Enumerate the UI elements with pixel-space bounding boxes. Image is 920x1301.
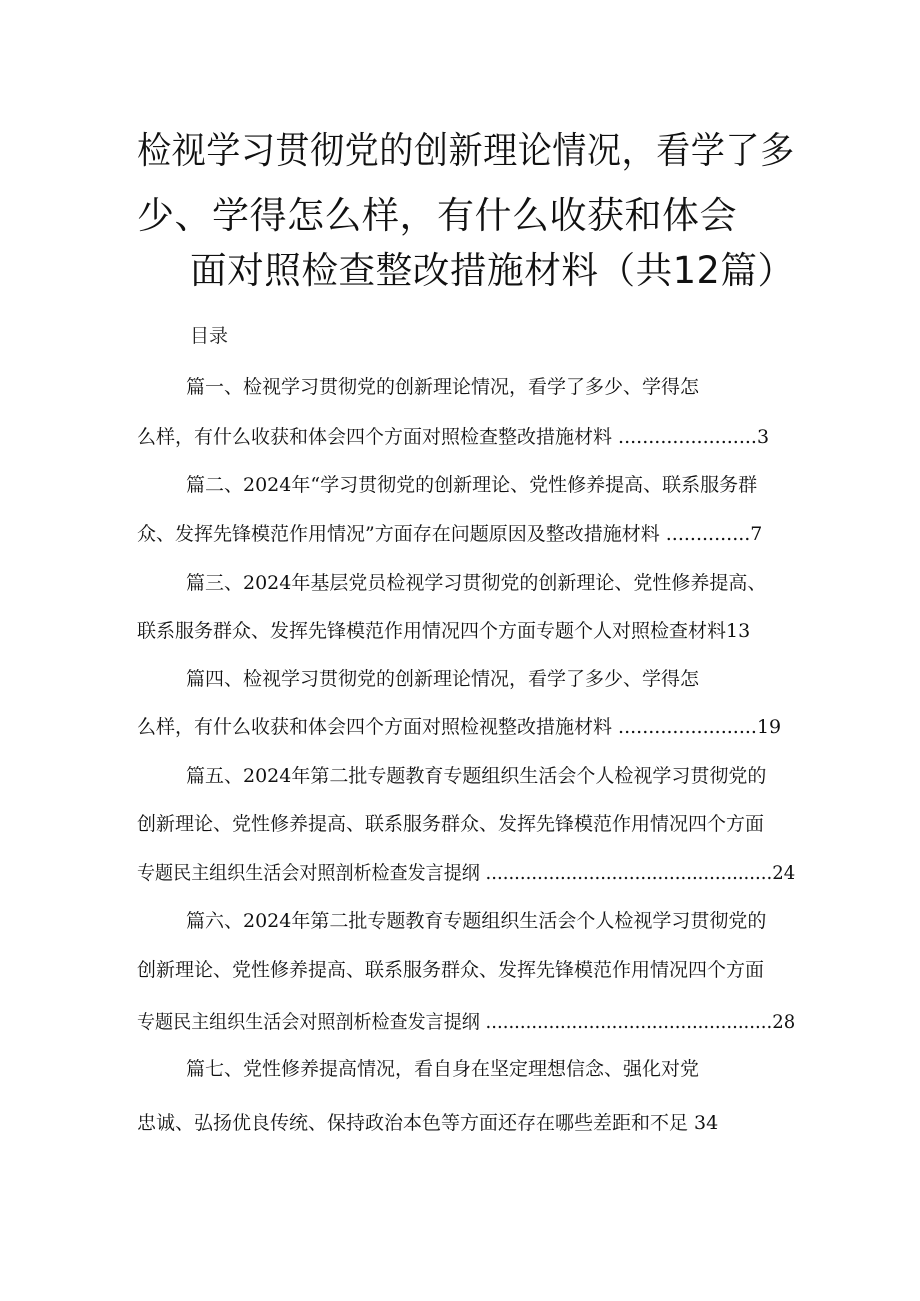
- toc-entry-3-line-2: 联系服务群众、发挥先锋模范作用情况四个方面专题个人对照检查材料13: [137, 620, 751, 642]
- title-line-2: 少、学得怎么样，有什么收获和体会: [137, 194, 737, 237]
- toc-entry-7-line-1: 篇七、党性修养提高情况，看自身在坚定理想信念、强化对党: [186, 1058, 700, 1080]
- toc-entry-2-line-2: 众、发挥先锋模范作用情况”方面存在问题原因及整改措施材料 ..............7: [137, 523, 763, 545]
- toc-entry-6-line-2: 创新理论、党性修养提高、联系服务群众、发挥先锋模范作用情况四个方面: [137, 959, 765, 981]
- title-line-3: 面对照检查整改措施材料（共12篇）: [190, 249, 795, 292]
- toc-entry-4-line-1: 篇四、检视学习贯彻党的创新理论情况，看学了多少、学得怎: [186, 668, 700, 690]
- toc-entry-1-line-2: 么样，有什么收获和体会四个方面对照检查整改措施材料 .......................3: [137, 426, 770, 448]
- toc-entry-5-line-2: 创新理论、党性修养提高、联系服务群众、发挥先锋模范作用情况四个方面: [137, 813, 765, 835]
- toc-entry-3-line-1: 篇三、2024年基层党员检视学习贯彻党的创新理论、党性修养提高、: [186, 572, 767, 594]
- toc-heading: 目录: [190, 325, 229, 347]
- toc-entry-1-line-1: 篇一、检视学习贯彻党的创新理论情况，看学了多少、学得怎: [186, 376, 700, 398]
- toc-entry-5-line-3: 专题民主组织生活会对照剖析检查发言提纲 ..................................................24: [137, 862, 796, 884]
- title-line-1: 检视学习贯彻党的创新理论情况，看学了多: [137, 129, 795, 172]
- toc-entry-6-line-3: 专题民主组织生活会对照剖析检查发言提纲 ..................................................28: [137, 1011, 796, 1033]
- toc-entry-4-line-2: 么样，有什么收获和体会四个方面对照检视整改措施材料 .......................19: [137, 716, 782, 738]
- toc-entry-6-line-1: 篇六、2024年第二批专题教育专题组织生活会个人检视学习贯彻党的: [186, 910, 767, 932]
- toc-entry-5-line-1: 篇五、2024年第二批专题教育专题组织生活会个人检视学习贯彻党的: [186, 765, 767, 787]
- toc-entry-2-line-1: 篇二、2024年“学习贯彻党的创新理论、党性修养提高、联系服务群: [186, 474, 758, 496]
- toc-entry-7-line-2: 忠诚、弘扬优良传统、保持政治本色等方面还存在哪些差距和不足 34: [137, 1112, 719, 1134]
